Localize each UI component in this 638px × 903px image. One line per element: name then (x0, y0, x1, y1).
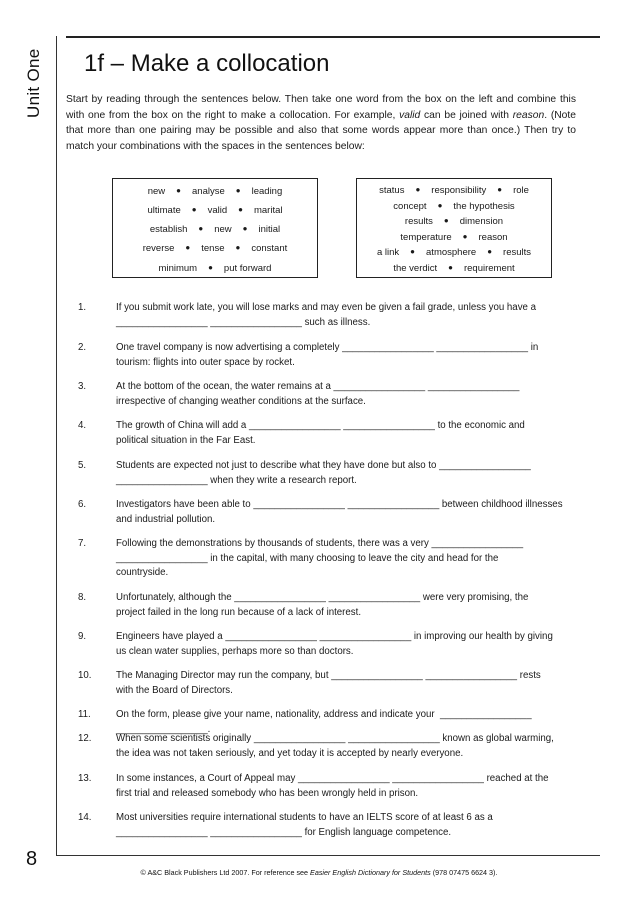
top-rule (66, 36, 600, 38)
bullet-icon: ● (415, 185, 421, 194)
page-title: 1f – Make a collocation (84, 50, 330, 77)
bullet-icon: ● (410, 247, 416, 256)
question-text: Engineers have played a _________________ _________________ in improving our health by giving us clean water supplies, perhaps more so than doctors. (116, 631, 553, 657)
question-text: One travel company is now advertising a completely _________________ _________________ in tourism: flights into outer space by rocket. (116, 342, 539, 368)
right-box-word: requirement (463, 263, 515, 274)
right-box-word: temperature (400, 232, 452, 243)
left-box-word: initial (258, 224, 281, 235)
question-number: 14. (78, 812, 92, 823)
question-number: 10. (78, 670, 92, 681)
right-box-word: responsibility (431, 185, 487, 196)
left-box-row (113, 262, 317, 275)
left-box-word: constant (251, 243, 288, 254)
left-box-word: minimum (158, 263, 198, 274)
left-box-word: reverse (142, 243, 175, 254)
question-number: 3. (78, 381, 87, 392)
right-box-row (357, 184, 551, 197)
right-box-word: the verdict (393, 263, 438, 274)
right-box-row (357, 246, 551, 259)
bullet-icon: ● (198, 224, 204, 233)
question-text: Investigators have been able to _________________ _________________ between childhood illnesses and industrial pollution. (116, 499, 563, 525)
question-number: 5. (78, 460, 87, 471)
bullet-icon: ● (176, 186, 182, 195)
question-text: Unfortunately, although the _________________ _________________ were very promising, the project failed in the long run because of a lack of interest. (116, 592, 529, 618)
question-text: At the bottom of the ocean, the water remains at a _________________ _________________ irrespective of changing weather conditions at the surface. (116, 381, 520, 407)
question-number: 4. (78, 420, 87, 431)
bullet-icon: ● (242, 224, 248, 233)
left-box-row (113, 204, 317, 217)
left-box-word: ultimate (147, 205, 181, 216)
right-box-row (357, 231, 551, 244)
left-box-word: new (214, 224, 232, 235)
question-text: In some instances, a Court of Appeal may _________________ _________________ reached at the first trial and released somebody who has been wrongly held in prison. (116, 773, 549, 799)
question-text: Following the demonstrations by thousands of students, there was a very _________________ _________________ in the capital, with many choosing to leave the city and head for the countryside. (116, 538, 524, 579)
left-box-row (113, 242, 317, 255)
question-text: When some scientists originally _________________ _________________ known as global warming, the idea was not taken seriously, and yet today it is accepted by nearly everyone. (116, 733, 554, 759)
right-box-word: status (379, 185, 405, 196)
page-number: 8 (26, 848, 38, 870)
right-box-word: concept (393, 201, 427, 212)
example-word-reason: reason (512, 109, 545, 121)
left-box-word: leading (251, 186, 283, 197)
unit-label: Unit One (24, 48, 43, 118)
bullet-icon: ● (191, 205, 197, 214)
instructions: Start by reading through the sentences below. Then take one word from the box on the left and combine this with one from the box on the right to make a collocation. For example, valid can be joined with reason. (Note that more than one pairing may be possible and also that some words appear more than once.) Then try to match your combinations with the spaces in the sentences below: (66, 94, 576, 152)
bullet-icon: ● (462, 232, 468, 241)
question-number: 6. (78, 499, 87, 510)
left-box-row (113, 223, 317, 236)
right-box-row (357, 215, 551, 228)
right-box-row (357, 262, 551, 275)
right-word-box (356, 178, 552, 278)
bullet-icon: ● (448, 263, 453, 272)
right-box-word: results (404, 216, 433, 227)
right-box-word: the hypothesis (453, 201, 515, 212)
question-number: 1. (78, 302, 87, 313)
right-box-word: results (503, 247, 532, 258)
question-number: 2. (78, 342, 87, 353)
bullet-icon: ● (437, 201, 443, 210)
question-number: 11. (78, 709, 91, 720)
right-box-word: atmosphere (426, 247, 477, 258)
question-text: On the form, please give your name, nationality, address and indicate your _________________ _________________. (116, 709, 532, 735)
left-box-word: analyse (192, 186, 225, 197)
left-box-word: marital (253, 205, 283, 216)
left-box-word: tense (201, 243, 225, 254)
margin-rule (56, 36, 57, 856)
bullet-icon: ● (487, 247, 493, 256)
question-number: 7. (78, 538, 87, 549)
copyright-footer: © A&C Black Publishers Ltd 2007. For reference see Easier English Dictionary for Students (978 07475 6624 3). (140, 868, 498, 877)
question-text: Students are expected not just to describe what they have done but also to _________________ _________________ when they write a research report. (116, 460, 531, 486)
question-text: The Managing Director may run the company, but _________________ _________________ rests with the Board of Directors. (116, 670, 541, 696)
question-text: Most universities require international students to have an IELTS score of at least 6 as a _________________ _________________ for English language competence. (116, 812, 493, 838)
dictionary-title: Easier English Dictionary for Students (310, 868, 431, 877)
bullet-icon: ● (238, 205, 243, 214)
question-text: If you submit work late, you will lose marks and may even be given a fail grade, unless you have a _________________ _________________ such as illness. (116, 302, 537, 328)
left-box-word: establish (149, 224, 188, 235)
bottom-rule (56, 855, 600, 856)
bullet-icon: ● (235, 186, 241, 195)
bullet-icon: ● (185, 243, 191, 252)
bullet-icon: ● (235, 243, 241, 252)
left-box-word: put forward (223, 263, 272, 274)
right-box-word: role (513, 185, 529, 196)
right-box-word: dimension (459, 216, 504, 227)
bullet-icon: ● (497, 185, 503, 194)
right-box-word: reason (478, 232, 508, 243)
question-text: The growth of China will add a _________________ _________________ to the economic and political situation in the Far East. (116, 420, 525, 446)
question-number: 12. (78, 733, 92, 744)
question-number: 8. (78, 592, 87, 603)
example-word-valid: valid (399, 109, 421, 121)
right-box-row (357, 200, 551, 213)
bullet-icon: ● (208, 263, 213, 272)
left-box-row (113, 185, 317, 198)
right-box-word: a link (376, 247, 400, 258)
left-box-word: new (147, 186, 166, 197)
bullet-icon: ● (443, 216, 449, 225)
left-box-word: valid (207, 205, 228, 216)
question-number: 13. (78, 773, 92, 784)
question-number: 9. (78, 631, 87, 642)
left-word-box (112, 178, 318, 278)
